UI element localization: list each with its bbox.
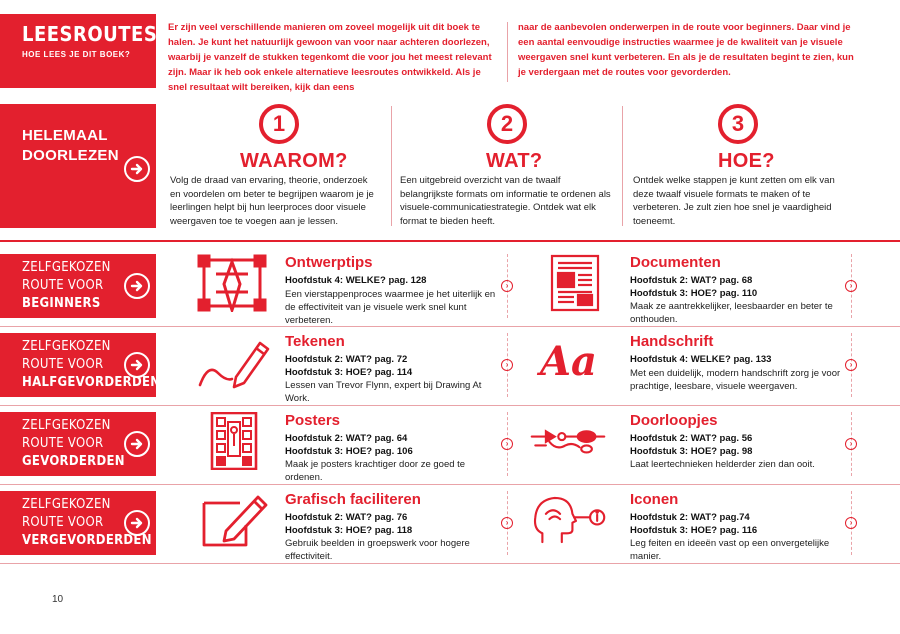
route-line3: HALFGEVORDERDEN bbox=[22, 375, 161, 390]
arrow-right-icon[interactable] bbox=[124, 510, 150, 536]
route-line1: ZELFGEKOZEN bbox=[22, 418, 111, 433]
arrow-right-icon[interactable]: › bbox=[845, 280, 857, 292]
item-title: Ontwerptips bbox=[285, 254, 373, 271]
route-line3: VERGEVORDERDEN bbox=[22, 533, 152, 548]
step-divider bbox=[391, 106, 392, 226]
route-line1: ZELFGEKOZEN bbox=[22, 260, 111, 275]
intro-text-col1: Er zijn veel verschillende manieren om zoveel mogelijk uit dit boek te halen. Je kunt het natuurlijk gewoon van voor naar achteren doorlezen, waarbij je vanzelf de stukken tegenkomt die voor jou het meest relevant zijn. Maar ik heb ook enkele alternatieve leesroutes ontwikkeld. Als je snel resultaat wilt bereiken, kijk dan eens bbox=[168, 22, 492, 93]
route-line2: ROUTE VOOR bbox=[22, 436, 104, 451]
arrow-right-icon[interactable]: › bbox=[501, 517, 513, 529]
route-block-gevorderden bbox=[0, 412, 156, 476]
pencil-icon bbox=[196, 333, 272, 391]
route-line3: BEGINNERS bbox=[22, 296, 101, 311]
step-text-3: Ontdek welke stappen je kunt zetten om elk van deze twaalf visuele formats te maken of te verbeteren. Je zult zien hoe snel je vaardigheid toeneemt. bbox=[633, 175, 835, 227]
full-read-line2: DOORLEZEN bbox=[22, 147, 119, 164]
header-subtitle: HOE LEES JE DIT BOEK? bbox=[22, 50, 131, 59]
item-description: Een vierstappenproces waarmee je het uiterlijk en de effectiviteit van je visuele werk snel kunt verbeteren. bbox=[285, 288, 496, 326]
item-chapter-ref: Hoofdstuk 3: HOE? pag. 118 bbox=[285, 524, 413, 536]
arrow-right-icon[interactable]: › bbox=[845, 438, 857, 450]
document-icon bbox=[540, 254, 616, 312]
item-tekenen[interactable] bbox=[285, 333, 503, 405]
head-info-icon bbox=[530, 491, 606, 549]
walkthrough-icon bbox=[530, 412, 606, 470]
item-title: Documenten bbox=[630, 254, 721, 271]
item-chapter-ref: Hoofdstuk 3: HOE? pag. 110 bbox=[630, 287, 758, 299]
poster-icon bbox=[196, 412, 272, 470]
page-number: 10 bbox=[52, 594, 64, 605]
step-title-3: HOE? bbox=[718, 150, 775, 172]
item-chapter-ref: Hoofdstuk 3: HOE? pag. 114 bbox=[285, 366, 413, 378]
item-iconen[interactable] bbox=[630, 491, 860, 563]
item-posters[interactable] bbox=[285, 412, 503, 484]
step-title-2: WAT? bbox=[486, 150, 543, 172]
step-number-3: 3 bbox=[718, 104, 758, 144]
item-chapter-ref: Hoofdstuk 3: HOE? pag. 116 bbox=[630, 524, 758, 536]
arrow-right-icon[interactable]: › bbox=[501, 280, 513, 292]
item-chapter-ref: Hoofdstuk 2: WAT? pag.74 bbox=[630, 512, 750, 523]
arrow-right-icon[interactable] bbox=[124, 352, 150, 378]
item-description: Met een duidelijk, modern handschrift zorg je voor prachtige, leesbare, visuele weergaven. bbox=[630, 367, 841, 392]
handwriting-icon: Aa bbox=[540, 338, 597, 385]
header-title: LEESROUTES bbox=[22, 22, 158, 46]
item-description: Gebruik beelden in groepswerk voor hogere effectiviteit. bbox=[285, 538, 470, 562]
item-chapter-ref: Hoofdstuk 2: WAT? pag. 76 bbox=[285, 512, 408, 523]
item-chapter-ref: Hoofdstuk 2: WAT? pag. 72 bbox=[285, 354, 408, 365]
full-read-title bbox=[22, 126, 119, 166]
item-doorloopjes[interactable] bbox=[630, 412, 860, 471]
full-read-block bbox=[0, 104, 156, 228]
item-chapter-ref: Hoofdstuk 4: WELKE? pag. 128 bbox=[285, 275, 427, 286]
item-title: Handschrift bbox=[630, 333, 714, 350]
facilitation-icon bbox=[196, 491, 272, 549]
column-divider bbox=[507, 22, 508, 82]
arrow-right-icon[interactable] bbox=[124, 431, 150, 457]
item-description: Leg feiten en ideeën vast op een onvergetelijke manier. bbox=[630, 538, 830, 562]
item-chapter-ref: Hoofdstuk 3: HOE? pag. 98 bbox=[630, 445, 753, 457]
item-description: Maak ze aantrekkelijker, leesbaarder en beter te onthouden. bbox=[630, 301, 833, 325]
item-chapter-ref: Hoofdstuk 2: WAT? pag. 56 bbox=[630, 433, 753, 444]
route-line2: ROUTE VOOR bbox=[22, 278, 104, 293]
item-handschrift[interactable] bbox=[630, 333, 860, 393]
step-text-1: Volg de draad van ervaring, theorie, onderzoek en voordelen om beter te begrijpen waarom je je leerlingen helpt bij hun leerproces door visuele weergaven toe te voegen aan je lessen. bbox=[170, 175, 374, 227]
step-text-2: Een uitgebreid overzicht van de twaalf belangrijkste formats om informatie te ordenen als visuele-communicatiestrategie. Ontdek wat elk format te bieden heeft. bbox=[400, 175, 611, 227]
route-line1: ZELFGEKOZEN bbox=[22, 497, 111, 512]
arrow-right-icon[interactable]: › bbox=[501, 359, 513, 371]
item-title: Iconen bbox=[630, 491, 679, 508]
step-divider bbox=[622, 106, 623, 226]
item-title: Doorloopjes bbox=[630, 412, 718, 429]
item-documenten[interactable] bbox=[630, 254, 860, 326]
item-title: Posters bbox=[285, 412, 341, 429]
full-read-line1: HELEMAAL bbox=[22, 127, 108, 144]
item-description: Lessen van Trevor Flynn, expert bij Drawing At Work. bbox=[285, 380, 482, 404]
item-chapter-ref: Hoofdstuk 3: HOE? pag. 106 bbox=[285, 445, 413, 457]
step-number-1: 1 bbox=[259, 104, 299, 144]
item-grafisch-faciliteren[interactable] bbox=[285, 491, 503, 563]
arrow-right-icon[interactable]: › bbox=[501, 438, 513, 450]
item-title: Grafisch faciliteren bbox=[285, 491, 421, 508]
item-description: Laat leertechnieken helderder zien dan ooit. bbox=[630, 459, 815, 470]
header-block bbox=[0, 14, 156, 88]
arrow-right-icon[interactable]: › bbox=[845, 517, 857, 529]
item-chapter-ref: Hoofdstuk 2: WAT? pag. 64 bbox=[285, 433, 408, 444]
arrow-right-icon[interactable] bbox=[124, 273, 150, 299]
item-chapter-ref: Hoofdstuk 4: WELKE? pag. 133 bbox=[630, 354, 772, 365]
item-title: Tekenen bbox=[285, 333, 345, 350]
item-chapter-ref: Hoofdstuk 2: WAT? pag. 68 bbox=[630, 275, 753, 286]
route-block-beginners bbox=[0, 254, 156, 318]
route-line2: ROUTE VOOR bbox=[22, 515, 104, 530]
route-line3: GEVORDERDEN bbox=[22, 454, 125, 469]
item-ontwerptips[interactable] bbox=[285, 254, 503, 327]
intro-text-col2: naar de aanbevolen onderwerpen in de route voor beginners. Daar vind je een aantal eenvoudige instructies waarmee je de kwaliteit van je visuele weergaven snel kunt verbeteren. En als je de resultaten begint te zien, kun je verdergaan met de routes voor gevorderden. bbox=[518, 22, 854, 78]
route-line2: ROUTE VOOR bbox=[22, 357, 104, 372]
step-title-1: WAAROM? bbox=[240, 150, 348, 172]
route-block-vergevorderden bbox=[0, 491, 156, 555]
route-block-halfgevorderden bbox=[0, 333, 161, 397]
step-number-2: 2 bbox=[487, 104, 527, 144]
route-line1: ZELFGEKOZEN bbox=[22, 339, 111, 354]
arrow-right-icon[interactable] bbox=[124, 156, 150, 182]
design-tips-icon bbox=[196, 254, 272, 312]
arrow-right-icon[interactable]: › bbox=[845, 359, 857, 371]
item-description: Maak je posters krachtiger door ze goed te ordenen. bbox=[285, 459, 466, 483]
section-divider bbox=[0, 240, 900, 242]
